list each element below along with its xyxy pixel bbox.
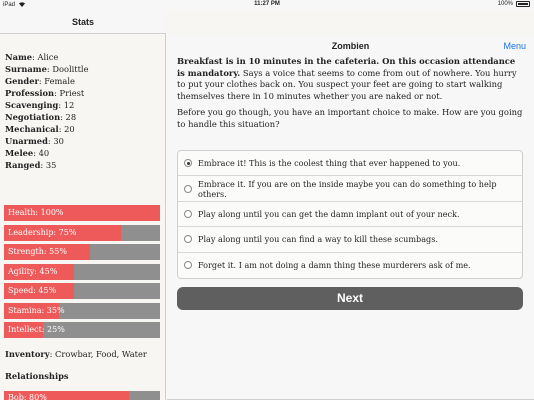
battery-percent: 100% <box>497 1 513 7</box>
relationship-bar <box>4 391 160 400</box>
sidebar-title: Stats <box>71 17 94 27</box>
stat-row: Unarmed: 30 <box>5 136 64 146</box>
choice-option[interactable] <box>178 253 522 278</box>
story-body: Says a voice that seems to come from out of nowhere. You hurry to put your clothes back on. You suspect your feet are going to start walking themselves there in 10 minutes whether you are naked or not. <box>177 67 517 101</box>
story-panel <box>167 34 534 400</box>
choice-option[interactable] <box>178 176 522 201</box>
choice-label: Forget it. I am not doing a damn thing these murderers ask of me. <box>198 260 471 271</box>
stat-row: Melee: 40 <box>5 148 50 158</box>
device-label: iPad <box>3 2 16 8</box>
stat-row: Scavenging: 12 <box>5 100 75 110</box>
sidebar-navbar <box>0 10 166 34</box>
stat-row: Mechanical: 20 <box>5 124 75 134</box>
radio-icon[interactable] <box>184 210 192 218</box>
choice-label: Play along until you can get the damn implant out of your neck. <box>198 208 460 219</box>
next-button[interactable]: Next <box>177 287 523 310</box>
choice-list <box>177 150 523 279</box>
main-title: Zombien <box>331 41 370 51</box>
story-text <box>177 56 525 102</box>
inventory-value: Crowbar, Food, Water <box>55 349 147 359</box>
radio-icon[interactable] <box>184 261 192 269</box>
stat-row: Gender: Female <box>5 76 75 86</box>
stat-row: Ranged: 35 <box>5 160 57 170</box>
bar-label: Speed: 45% <box>8 286 57 295</box>
attribute-bar <box>4 225 160 241</box>
bar-label: Health: 100% <box>8 208 64 217</box>
radio-icon[interactable] <box>184 185 192 193</box>
bar-label: Agility: 45% <box>8 266 58 276</box>
attribute-bar <box>4 205 160 221</box>
choice-option[interactable] <box>178 202 522 227</box>
radio-icon[interactable] <box>184 235 192 243</box>
story-bold: Breakfast is in 10 minutes in the cafeteria. On this occasion attendance is mandatory. <box>177 56 516 78</box>
inventory-label: Inventory <box>5 349 50 359</box>
attribute-bar <box>4 264 160 280</box>
stats-list <box>5 51 89 171</box>
bar-label: Intellect: 25% <box>8 325 65 334</box>
bar-label: Stamina: 35% <box>8 305 65 315</box>
status-bar <box>0 0 534 10</box>
stat-row: Surname: Doolittle <box>5 64 89 74</box>
bar-label: Leadership: 75% <box>8 227 77 237</box>
menu-button[interactable]: Menu <box>503 41 526 51</box>
choice-option[interactable] <box>178 227 522 252</box>
attribute-bar <box>4 244 160 260</box>
story-question: Before you go though, you have an important choice to make. How are you going to handle this situation? <box>177 107 523 129</box>
stat-row: Negotiation: 28 <box>5 112 77 122</box>
relationships-heading: Relationships <box>5 371 69 381</box>
choice-label: Embrace it! This is the coolest thing that ever happened to you. <box>198 158 461 169</box>
stat-row: Profession: Priest <box>5 88 85 98</box>
choice-label: Embrace it. If you are on the inside maybe you can do something to help others. <box>198 178 497 199</box>
status-time: 11:27 PM <box>254 1 280 7</box>
inventory: Inventory: Crowbar, Food, Water <box>5 349 147 359</box>
choice-option[interactable] <box>178 151 522 176</box>
attribute-bar <box>4 303 160 319</box>
stat-row: Name: Alice <box>5 52 59 62</box>
bar-label: Bob: 80% <box>8 393 47 400</box>
choice-label: Play along until you can find a way to kill these scumbags. <box>198 234 438 245</box>
status-right <box>498 1 530 7</box>
radio-icon[interactable] <box>184 159 192 167</box>
bar-label: Strength: 55% <box>8 247 67 256</box>
attribute-bar <box>4 283 160 299</box>
attribute-bars <box>4 205 160 342</box>
attribute-bar <box>4 322 160 338</box>
battery-icon <box>516 1 530 7</box>
